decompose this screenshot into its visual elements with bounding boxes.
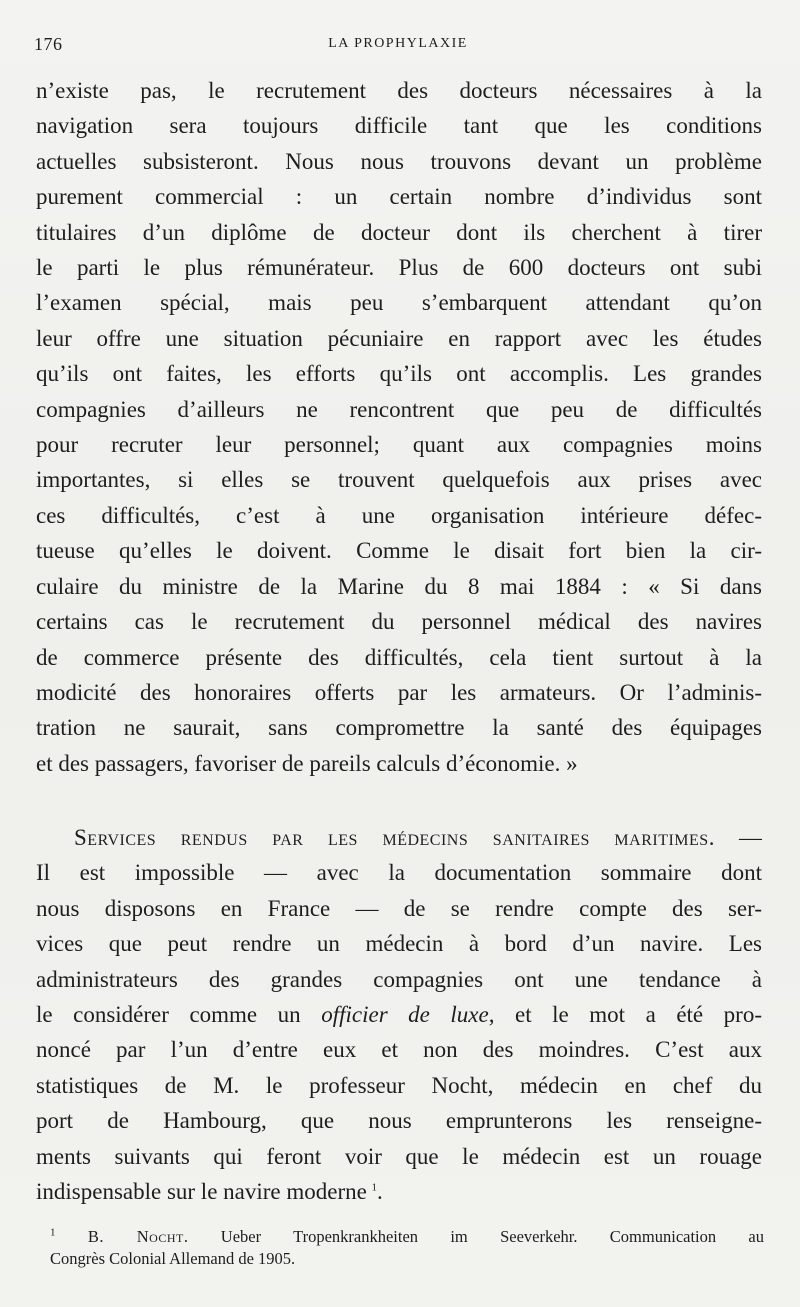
text-fragment: indispensable sur le navire moderne bbox=[36, 1179, 367, 1205]
text-line: culaire du ministre de la Marine du 8 mai 1884 : « Si dans bbox=[36, 573, 762, 599]
section-lines-b bbox=[36, 1032, 762, 1174]
section-services-rendus bbox=[36, 820, 762, 1209]
text-line: n’existe pas, le recrutement des docteurs nécessaires à la bbox=[36, 78, 762, 103]
text-line: l’examen spécial, mais peu s’embarquent attendant qu’on bbox=[36, 290, 762, 316]
text-line-last bbox=[36, 1174, 762, 1209]
text-line: modicité des honoraires offerts par les armateurs. Or l’adminis- bbox=[36, 679, 762, 705]
text-fragment: . bbox=[376, 1179, 383, 1205]
footnote-marker: 1 bbox=[50, 1226, 56, 1239]
text-line: de commerce présente des difficultés, cela tient surtout à la bbox=[36, 644, 762, 670]
text-line: nous disposons en France — de se rendre compte des ser- bbox=[36, 895, 762, 921]
text-line: navigation sera toujours difficile tant que les conditions bbox=[36, 113, 762, 139]
footnote-line-1 bbox=[50, 1226, 764, 1248]
italic-officier-de-luxe: officier de luxe bbox=[321, 1002, 489, 1028]
footnote bbox=[50, 1226, 764, 1270]
text-line: statistiques de M. le professeur Nocht, médecin en chef du bbox=[36, 1072, 762, 1098]
text-fragment: , et le mot a été pro- bbox=[488, 1002, 762, 1028]
text-line-officier bbox=[36, 997, 762, 1032]
page-header bbox=[34, 32, 762, 56]
text-line: leur offre une situation pécuniaire en rapport avec les études bbox=[36, 325, 762, 351]
footnote-reference: 1 bbox=[371, 1181, 377, 1194]
text-line: compagnies d’ailleurs ne rencontrent que peu de difficultés bbox=[36, 396, 762, 422]
text-line: actuelles subsisteront. Nous nous trouvons devant un problème bbox=[36, 148, 762, 174]
footnote-author: B. Nocht. bbox=[87, 1227, 189, 1246]
section-heading-line bbox=[36, 820, 762, 855]
text-line: tueuse qu’elles le doivent. Comme le disait fort bien la cir- bbox=[36, 538, 762, 564]
running-title: LA PROPHYLAXIE bbox=[328, 36, 468, 51]
section-heading: Services rendus par les médecins sanitaires maritimes. bbox=[74, 825, 715, 850]
text-line: et des passagers, favoriser de pareils calculs d’économie. » bbox=[36, 750, 578, 776]
text-line: port de Hambourg, que nous emprunterons les renseigne- bbox=[36, 1108, 762, 1134]
text-line: ments suivants qui feront voir que le médecin est un rouage bbox=[36, 1143, 762, 1169]
text-line: qu’ils ont faites, les efforts qu’ils ont accomplis. Les grandes bbox=[36, 361, 762, 387]
page-number: 176 bbox=[34, 34, 63, 54]
text-line: pour recruter leur personnel; quant aux compagnies moins bbox=[36, 432, 762, 458]
text-line: le parti le plus rémunérateur. Plus de 600 docteurs ont subi bbox=[36, 255, 762, 281]
footnote-text: Ueber Tropenkrankheiten im Seeverkehr. Communication au bbox=[188, 1227, 764, 1246]
text-line: titulaires d’un diplôme de docteur dont ils cherchent à tirer bbox=[36, 219, 762, 245]
text-line: importantes, si elles se trouvent quelquefois aux prises avec bbox=[36, 467, 762, 493]
section-lines-a bbox=[36, 855, 762, 997]
paragraph-continued bbox=[36, 73, 762, 781]
text-fragment: le considérer comme un bbox=[36, 1002, 322, 1028]
section-heading-dash: — bbox=[714, 825, 762, 850]
text-line: purement commercial : un certain nombre d’individus sont bbox=[36, 184, 762, 210]
text-line: vices que peut rendre un médecin à bord d’un navire. Les bbox=[36, 931, 762, 957]
footnote-line-2: Congrès Colonial Allemand de 1905. bbox=[50, 1249, 296, 1268]
text-line: administrateurs des grandes compagnies ont une tendance à bbox=[36, 966, 762, 992]
text-line: tration ne saurait, sans compromettre la santé des équipages bbox=[36, 715, 762, 741]
text-line: certains cas le recrutement du personnel médical des navires bbox=[36, 609, 762, 635]
text-line: Il est impossible — avec la documentation sommaire dont bbox=[36, 860, 762, 886]
text-line: noncé par l’un d’entre eux et non des moindres. C’est aux bbox=[36, 1037, 762, 1063]
text-line: ces difficultés, c’est à une organisation intérieure défec- bbox=[36, 502, 762, 528]
